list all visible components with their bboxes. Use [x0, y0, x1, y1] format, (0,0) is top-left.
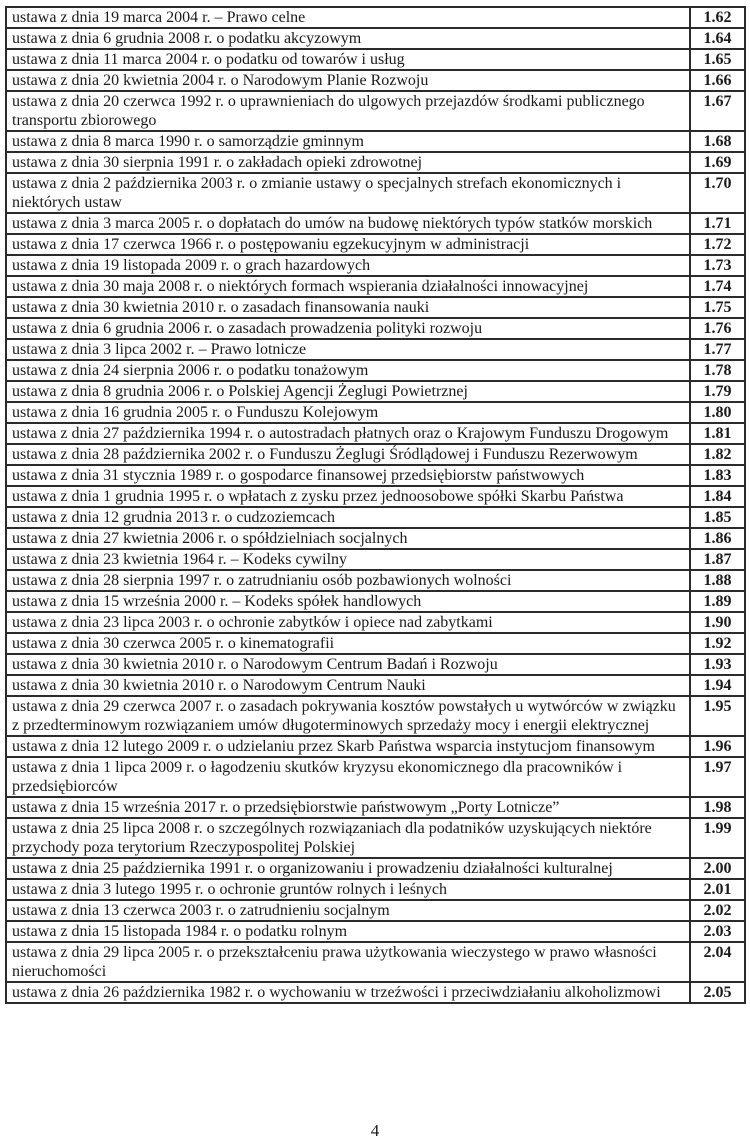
table-row	[6, 591, 745, 612]
document-page	[0, 6, 750, 1147]
law-number-cell: 2.04	[690, 942, 745, 982]
law-title-cell: ustawa z dnia 27 kwietnia 2006 r. o spółdzielniach socjalnych	[6, 528, 690, 549]
law-title-cell: ustawa z dnia 28 października 2002 r. o Funduszu Żeglugi Śródlądowej i Funduszu Rezerwowym	[6, 444, 690, 465]
law-title-cell: ustawa z dnia 17 czerwca 1966 r. o postępowaniu egzekucyjnym w administracji	[6, 234, 690, 255]
law-title-cell: ustawa z dnia 20 kwietnia 2004 r. o Narodowym Planie Rozwoju	[6, 70, 690, 91]
law-number-cell: 1.99	[690, 818, 745, 858]
table-row	[6, 486, 745, 507]
law-number-cell: 1.85	[690, 507, 745, 528]
table-row	[6, 696, 745, 736]
table-row	[6, 131, 745, 152]
law-number-cell: 1.83	[690, 465, 745, 486]
law-number-cell: 1.67	[690, 91, 745, 131]
table-row	[6, 921, 745, 942]
law-number-cell: 2.01	[690, 879, 745, 900]
table-row	[6, 152, 745, 173]
table-row	[6, 276, 745, 297]
table-row	[6, 444, 745, 465]
law-title-cell: ustawa z dnia 11 marca 2004 r. o podatku od towarów i usług	[6, 49, 690, 70]
law-title-cell: ustawa z dnia 3 lipca 2002 r. – Prawo lotnicze	[6, 339, 690, 360]
table-row	[6, 297, 745, 318]
law-title-cell: ustawa z dnia 15 września 2017 r. o przedsiębiorstwie państwowym „Porty Lotnicze”	[6, 797, 690, 818]
table-row	[6, 612, 745, 633]
law-number-cell: 1.94	[690, 675, 745, 696]
law-number-cell: 1.72	[690, 234, 745, 255]
law-number-cell: 1.88	[690, 570, 745, 591]
table-row	[6, 213, 745, 234]
table-row	[6, 70, 745, 91]
table-row	[6, 879, 745, 900]
law-number-cell: 1.75	[690, 297, 745, 318]
table-row	[6, 528, 745, 549]
law-number-cell: 1.68	[690, 131, 745, 152]
law-number-cell: 1.69	[690, 152, 745, 173]
law-title-cell: ustawa z dnia 30 kwietnia 2010 r. o zasadach finansowania nauki	[6, 297, 690, 318]
table-row	[6, 381, 745, 402]
law-number-cell: 1.87	[690, 549, 745, 570]
law-title-cell: ustawa z dnia 12 lutego 2009 r. o udzielaniu przez Skarb Państwa wsparcia instytucjom finansowym	[6, 736, 690, 757]
law-title-cell: ustawa z dnia 30 czerwca 2005 r. o kinematografii	[6, 633, 690, 654]
table-row	[6, 7, 745, 28]
law-number-cell: 1.79	[690, 381, 745, 402]
law-number-cell: 1.97	[690, 757, 745, 797]
law-title-cell: ustawa z dnia 15 listopada 1984 r. o podatku rolnym	[6, 921, 690, 942]
law-number-cell: 1.82	[690, 444, 745, 465]
law-number-cell: 1.71	[690, 213, 745, 234]
law-number-cell: 1.96	[690, 736, 745, 757]
law-title-cell: ustawa z dnia 15 września 2000 r. – Kodeks spółek handlowych	[6, 591, 690, 612]
law-number-cell: 1.95	[690, 696, 745, 736]
table-row	[6, 736, 745, 757]
law-title-cell: ustawa z dnia 24 sierpnia 2006 r. o podatku tonażowym	[6, 360, 690, 381]
law-title-cell: ustawa z dnia 1 grudnia 1995 r. o wpłatach z zysku przez jednoosobowe spółki Skarbu Państwa	[6, 486, 690, 507]
table-row	[6, 28, 745, 49]
table-row	[6, 757, 745, 797]
law-number-cell: 1.66	[690, 70, 745, 91]
page-number: 4	[370, 1121, 380, 1140]
law-number-cell: 1.90	[690, 612, 745, 633]
law-title-cell: ustawa z dnia 31 stycznia 1989 r. o gospodarce finansowej przedsiębiorstw państwowych	[6, 465, 690, 486]
table-row	[6, 255, 745, 276]
law-number-cell: 1.73	[690, 255, 745, 276]
law-title-cell: ustawa z dnia 2 października 2003 r. o zmianie ustawy o specjalnych strefach ekonomicznych i niektórych ustaw	[6, 173, 690, 213]
law-number-cell: 1.74	[690, 276, 745, 297]
table-row	[6, 900, 745, 921]
law-number-cell: 1.65	[690, 49, 745, 70]
table-row	[6, 675, 745, 696]
law-title-cell: ustawa z dnia 29 lipca 2005 r. o przekształceniu prawa użytkowania wieczystego w prawo własności nieruchomości	[6, 942, 690, 982]
table-row	[6, 173, 745, 213]
law-number-cell: 1.80	[690, 402, 745, 423]
law-number-cell: 1.78	[690, 360, 745, 381]
law-number-cell: 2.00	[690, 858, 745, 879]
law-number-cell: 1.81	[690, 423, 745, 444]
table-row	[6, 91, 745, 131]
law-title-cell: ustawa z dnia 3 lutego 1995 r. o ochronie gruntów rolnych i leśnych	[6, 879, 690, 900]
table-row	[6, 234, 745, 255]
table-row	[6, 654, 745, 675]
law-number-cell: 1.93	[690, 654, 745, 675]
law-number-cell: 2.02	[690, 900, 745, 921]
table-row	[6, 318, 745, 339]
table-row	[6, 858, 745, 879]
law-number-cell: 1.62	[690, 7, 745, 28]
law-number-cell: 1.84	[690, 486, 745, 507]
table-row	[6, 818, 745, 858]
table-row	[6, 360, 745, 381]
law-title-cell: ustawa z dnia 23 lipca 2003 r. o ochronie zabytków i opiece nad zabytkami	[6, 612, 690, 633]
law-number-cell: 1.92	[690, 633, 745, 654]
table-row	[6, 982, 745, 1003]
law-title-cell: ustawa z dnia 25 października 1991 r. o organizowaniu i prowadzeniu działalności kulturalnej	[6, 858, 690, 879]
table-row	[6, 942, 745, 982]
table-row	[6, 549, 745, 570]
law-number-cell: 1.89	[690, 591, 745, 612]
laws-table	[5, 6, 746, 1004]
law-title-cell: ustawa z dnia 29 czerwca 2007 r. o zasadach pokrywania kosztów powstałych u wytwórców w związku z przedterminowym rozwiązaniem umów długoterminowych sprzedaży mocy i energii elektrycznej	[6, 696, 690, 736]
table-row	[6, 465, 745, 486]
law-title-cell: ustawa z dnia 8 marca 1990 r. o samorządzie gminnym	[6, 131, 690, 152]
law-title-cell: ustawa z dnia 28 sierpnia 1997 r. o zatrudnianiu osób pozbawionych wolności	[6, 570, 690, 591]
law-title-cell: ustawa z dnia 26 października 1982 r. o wychowaniu w trzeźwości i przeciwdziałaniu alkoholizmowi	[6, 982, 690, 1003]
law-number-cell: 1.77	[690, 339, 745, 360]
law-title-cell: ustawa z dnia 30 kwietnia 2010 r. o Narodowym Centrum Badań i Rozwoju	[6, 654, 690, 675]
law-title-cell: ustawa z dnia 23 kwietnia 1964 r. – Kodeks cywilny	[6, 549, 690, 570]
table-row	[6, 49, 745, 70]
table-row	[6, 570, 745, 591]
law-title-cell: ustawa z dnia 16 grudnia 2005 r. o Funduszu Kolejowym	[6, 402, 690, 423]
law-title-cell: ustawa z dnia 19 marca 2004 r. – Prawo celne	[6, 7, 690, 28]
law-title-cell: ustawa z dnia 1 lipca 2009 r. o łagodzeniu skutków kryzysu ekonomicznego dla pracowników i przedsiębiorców	[6, 757, 690, 797]
law-title-cell: ustawa z dnia 19 listopada 2009 r. o grach hazardowych	[6, 255, 690, 276]
table-row	[6, 423, 745, 444]
law-title-cell: ustawa z dnia 30 maja 2008 r. o niektórych formach wspierania działalności innowacyjnej	[6, 276, 690, 297]
law-number-cell: 2.05	[690, 982, 745, 1003]
law-number-cell: 1.76	[690, 318, 745, 339]
law-title-cell: ustawa z dnia 6 grudnia 2006 r. o zasadach prowadzenia polityki rozwoju	[6, 318, 690, 339]
law-title-cell: ustawa z dnia 25 lipca 2008 r. o szczególnych rozwiązaniach dla podatników uzyskujących niektóre przychody poza terytorium Rzeczypospolitej Polskiej	[6, 818, 690, 858]
law-number-cell: 1.98	[690, 797, 745, 818]
table-row	[6, 797, 745, 818]
law-number-cell: 1.64	[690, 28, 745, 49]
table-row	[6, 507, 745, 528]
table-row	[6, 339, 745, 360]
law-title-cell: ustawa z dnia 8 grudnia 2006 r. o Polskiej Agencji Żeglugi Powietrznej	[6, 381, 690, 402]
table-row	[6, 633, 745, 654]
law-title-cell: ustawa z dnia 13 czerwca 2003 r. o zatrudnieniu socjalnym	[6, 900, 690, 921]
law-title-cell: ustawa z dnia 30 kwietnia 2010 r. o Narodowym Centrum Nauki	[6, 675, 690, 696]
law-number-cell: 1.70	[690, 173, 745, 213]
law-title-cell: ustawa z dnia 27 października 1994 r. o autostradach płatnych oraz o Krajowym Funduszu Drogowym	[6, 423, 690, 444]
law-number-cell: 1.86	[690, 528, 745, 549]
law-title-cell: ustawa z dnia 3 marca 2005 r. o dopłatach do umów na budowę niektórych typów statków morskich	[6, 213, 690, 234]
law-title-cell: ustawa z dnia 20 czerwca 1992 r. o uprawnieniach do ulgowych przejazdów środkami publicznego transportu zbiorowego	[6, 91, 690, 131]
table-row	[6, 402, 745, 423]
law-title-cell: ustawa z dnia 6 grudnia 2008 r. o podatku akcyzowym	[6, 28, 690, 49]
law-title-cell: ustawa z dnia 12 grudnia 2013 r. o cudzoziemcach	[6, 507, 690, 528]
law-number-cell: 2.03	[690, 921, 745, 942]
law-title-cell: ustawa z dnia 30 sierpnia 1991 r. o zakładach opieki zdrowotnej	[6, 152, 690, 173]
laws-table-body	[6, 7, 745, 1003]
